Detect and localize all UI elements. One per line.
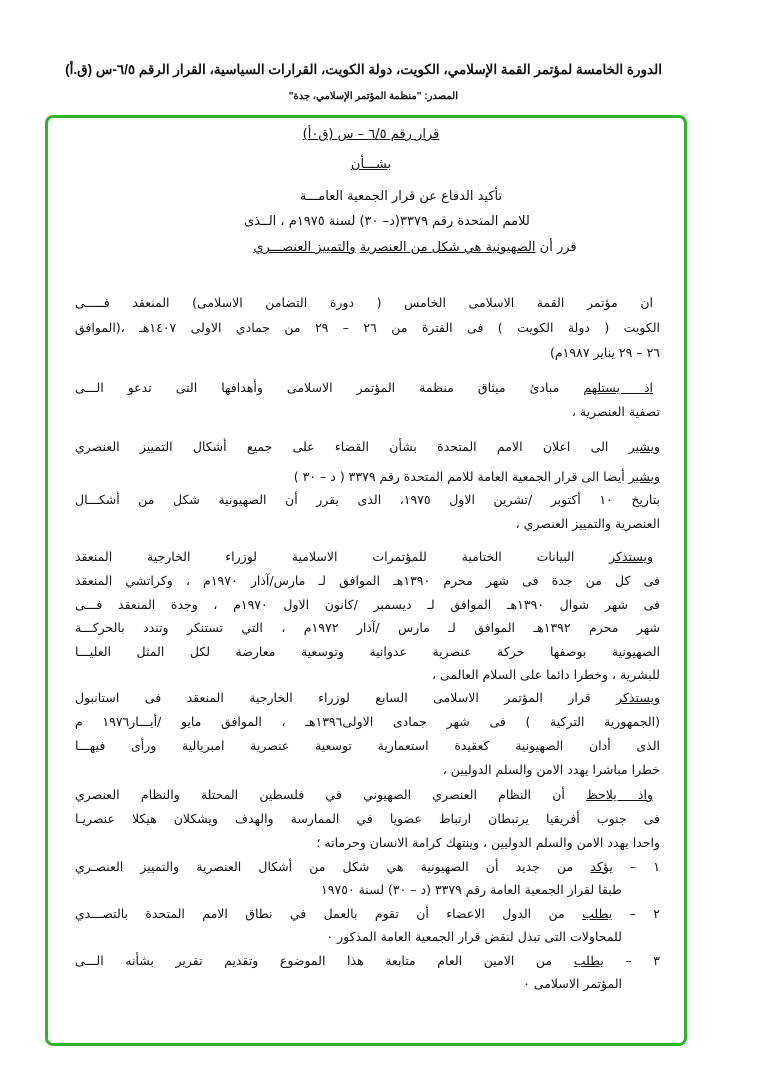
document-line xyxy=(75,952,660,970)
operative-verb: ويستذكر xyxy=(609,549,653,564)
document-line: (الجمهورية التركية ) فى شهر جمادى الاولى١٣٩٦هـ ، الموافق مايو /أيـــار١٩٧٦ م xyxy=(75,714,660,729)
document-line: للبشرية ، وخطرا دائما على السلام العالمى ، xyxy=(432,667,660,682)
item-number: ٢ – xyxy=(612,906,660,921)
operative-verb: ويشير xyxy=(628,469,660,484)
item-number: ٣ – xyxy=(603,953,660,968)
document-line xyxy=(75,858,660,876)
document-line xyxy=(75,689,660,707)
resolution-number-text: قرار رقم ٦/٥ – س (ق٠أ) xyxy=(302,127,440,142)
document-line xyxy=(75,468,660,486)
source-value: "منظمة المؤتمر الإسلامي، جدة" xyxy=(288,91,425,102)
subject-line-3 xyxy=(36,239,758,257)
document-line: للمحاولات التى تبذل لنقض قرار الجمعية العامة المذكور ٠ xyxy=(326,929,622,944)
document-line: العنصرية والتمييز العنصري ، xyxy=(515,516,660,531)
document-line: الصهيونية بوصفها حركة عنصرية عدوانية وتوسعية معارضة لكل المثل العليـــا xyxy=(75,644,660,659)
document-source xyxy=(288,91,458,102)
line-text: الى اعلان الامم المتحدة بشأن القضاء على جميع أشكال التمييز العنصري xyxy=(75,439,629,454)
line-text: من الامين العام متابعة هذا الموضوع وتقديم تقرير بشأنه الـــى xyxy=(75,953,574,968)
operative-verb: اذ يستلهم xyxy=(583,380,653,395)
line-text: من الدول الاعضاء أن تقوم بالعمل في نطاق الامم المتحدة بالتصـــدي xyxy=(75,906,583,921)
operative-verb: واذ يلاحظ xyxy=(586,787,653,802)
operative-verb: ويستذكر xyxy=(616,690,660,705)
subject-underlined: والتمييز العنصـــري xyxy=(253,240,356,255)
document-line: ٢٦ – ٢٩ يناير ١٩٨٧م) xyxy=(550,345,660,360)
document-line xyxy=(75,379,653,397)
operative-verb: يطلب xyxy=(582,906,613,921)
source-label: المصدر: xyxy=(424,91,458,102)
document-line: فى كل من جدة فى شهر محرم ١٣٩٠هـ الموافق لـ مارس/آذار ١٩٧٠م ، وكراتشي المنعقد xyxy=(75,573,660,588)
subject-line-2: للامم المتحدة رقم ٣٣٧٩(د– ٣٠) لسنة ١٩٧٥م ، الــذى xyxy=(244,214,530,229)
document-line: شهر محرم ١٣٩٢هـ الموافق لـ مارس /آذار ١٩٧٢م ، التي تستنكر وتندد بالحركـــة xyxy=(75,620,660,635)
document-line: تصفية العنصرية ، xyxy=(571,404,660,419)
operative-verb: يؤكد xyxy=(590,859,613,874)
document-line: فى شهر شوال ١٣٩٠هـ الموافق لـ ديسمبر /كانون الاول ١٩٧٠م ، وجدة المنعقد فـــى xyxy=(75,597,660,612)
document-line xyxy=(75,786,653,804)
document-line: ان مؤتمر القمة الاسلامى الخامس ( دورة التضامن الاسلامى) المنعقد فـــــى xyxy=(75,295,653,310)
document-line: الذى أدان الصهيونية كعقيدة استعمارية توسعية عنصرية امبريالية ورأى فيهـــا xyxy=(75,738,660,753)
document-line xyxy=(75,905,660,923)
document-header-title: الدورة الخامسة لمؤتمر القمة الإسلامي، الكويت، دولة الكويت، القرارات السياسية، القرار الرقم ٦/٥-س (ق.أ) xyxy=(65,62,662,77)
operative-verb: ويشير xyxy=(628,439,660,454)
concerning-text: بشـــأن xyxy=(350,157,392,172)
resolution-number xyxy=(0,126,750,144)
line-text: قرار المؤتمر الاسلامى السابع لوزراء الخارجية المنعقد فى استانبول xyxy=(75,690,617,705)
line-text: البيانات الختامية للمؤتمرات الاسلامية لوزراء الخارجية المنعقد xyxy=(75,549,610,564)
document-line: بتاريخ ١٠ أكتوبر /تشرين الاول ١٩٧٥، الذى يقرر أن الصهيونية شكل من أشكـــال xyxy=(75,492,660,507)
document-line xyxy=(75,438,660,456)
document-line: المؤتمر الاسلامى ٠ xyxy=(523,976,622,991)
subject-underlined: الصهيونية هي شكل من العنصرية xyxy=(359,240,536,255)
document-line: الكويت ( دولة الكويت ) فى الفترة من ٢٦ – ٢٩ من جمادي الاولى ١٤٠٧هـ ،(الموافق xyxy=(75,320,660,335)
line-text: أن النظام العنصري الصهيوني في فلسطين المحتلة والنظام العنصري xyxy=(75,787,587,802)
subject-text: قرر أن xyxy=(535,240,577,255)
document-line: فى جنوب أفريقيا يرتبطان ارتباط عضويا في الممارسة والهدف ويشكلان هيكلا عنصريـا xyxy=(75,811,660,826)
document-line: طبقا لقرار الجمعية العامة رقم ٣٣٧٩ (د – ٣٠) لسنة ١٩٧٥٠ xyxy=(321,882,622,897)
subject-line-1: تأكيد الدفاع عن قرار الجمعية العامـــة xyxy=(299,189,503,204)
concerning-heading xyxy=(0,156,750,174)
item-number: ١ – xyxy=(612,859,660,874)
line-text: مبادئ ميثاق منظمة المؤتمر الاسلامى وأهدافها التى تدعو الـــى xyxy=(75,380,584,395)
document-line xyxy=(75,548,653,566)
line-text: أيضا الى قرار الجمعية العامة للامم المتحدة رقم ٣٣٧٩ ( د – ٣٠ ) xyxy=(293,469,629,484)
document-line: واحدا يهدد الامن والسلم الدوليين ، وينتهك كرامة الانسان وحرماته ؛ xyxy=(316,835,660,850)
operative-verb: يطلب xyxy=(573,953,604,968)
line-text: من جديد أن الصهيونية هي شكل من أشكال العنصرية والتمييز العنصـري xyxy=(75,859,591,874)
document-line: خطرا مباشرا يهدد الامن والسلم الدوليين ، xyxy=(442,762,660,777)
